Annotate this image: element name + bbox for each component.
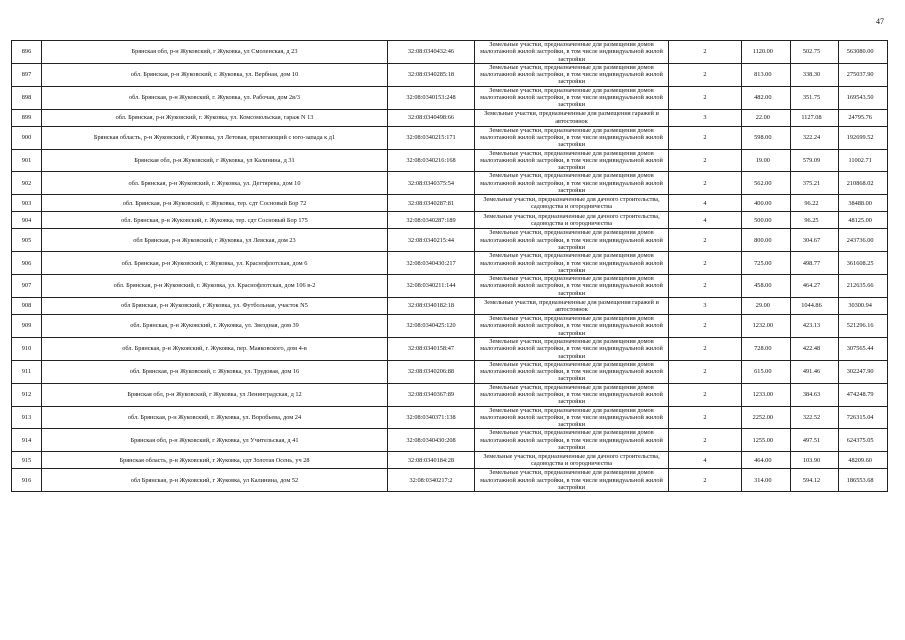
page-number: 47 bbox=[876, 17, 884, 26]
land-use-cell: Земельные участки, предназначенные для размещения домов малоэтажной жилой застройки, в том числе индивидуальной жилой застройки bbox=[475, 172, 669, 195]
area-cell: 19.00 bbox=[742, 149, 791, 172]
unit-price-cell: 96.25 bbox=[790, 212, 839, 229]
row-number: 900 bbox=[12, 126, 42, 149]
land-use-cell: Земельные участки, предназначенные для размещения домов малоэтажной жилой застройки, в том числе индивидуальной жилой застройки bbox=[475, 229, 669, 252]
address-cell: обл. Брянская, р-н Жуковский, г. Жуковка, ул. Звездная, дом 39 bbox=[42, 315, 388, 338]
row-number: 902 bbox=[12, 172, 42, 195]
cadastral-value-cell: 169543.50 bbox=[839, 86, 888, 109]
cadastral-number-cell: 32:08:0340432:46 bbox=[388, 41, 475, 64]
group-cell: 4 bbox=[669, 195, 742, 212]
cadastral-value-cell: 361608.25 bbox=[839, 252, 888, 275]
table-row bbox=[12, 41, 888, 64]
table-row bbox=[12, 315, 888, 338]
cadastral-value-cell: 302247.90 bbox=[839, 360, 888, 383]
address-cell: Брянская область, р-н Жуковский, г Жуковка, ул Летовая, прилегающий с юго-запада к д1 bbox=[42, 126, 388, 149]
unit-price-cell: 422.48 bbox=[790, 337, 839, 360]
address-cell: Брянская обл, р-н Жуковский, г Жуковка, ул Калинина, д 31 bbox=[42, 149, 388, 172]
address-cell: обл. Брянская, р-н Жуковский, г. Жуковка, ул. Трудовая, дом 16 bbox=[42, 360, 388, 383]
unit-price-cell: 322.24 bbox=[790, 126, 839, 149]
area-cell: 482.00 bbox=[742, 86, 791, 109]
row-number: 908 bbox=[12, 298, 42, 315]
group-cell: 2 bbox=[669, 229, 742, 252]
row-number: 901 bbox=[12, 149, 42, 172]
unit-price-cell: 579.09 bbox=[790, 149, 839, 172]
address-cell: Брянская обл, р-н Жуковский, г Жуковка, ул Смоленская, д 23 bbox=[42, 41, 388, 64]
cadastral-value-cell: 474248.79 bbox=[839, 383, 888, 406]
cadastral-value-cell: 624375.05 bbox=[839, 429, 888, 452]
cadastral-value-cell: 24795.76 bbox=[839, 109, 888, 126]
row-number: 905 bbox=[12, 229, 42, 252]
cadastral-number-cell: 32:08:0340430:208 bbox=[388, 429, 475, 452]
address-cell: Брянская обл, р-н Жуковский, г Жуковка, ул Ленинградская, д 12 bbox=[42, 383, 388, 406]
address-cell: Брянская обл, р-н Жуковский, г Жуковка, ул Учительская, д 41 bbox=[42, 429, 388, 452]
group-cell: 2 bbox=[669, 383, 742, 406]
cadastral-number-cell: 32:08:0340158:47 bbox=[388, 337, 475, 360]
cadastral-number-cell: 32:08:0340287:81 bbox=[388, 195, 475, 212]
address-cell: обл. Брянская, р-н Жуковский, г. Жуковка, ул. Комсомольская, гараж N 13 bbox=[42, 109, 388, 126]
address-cell: Брянская область, р-н Жуковский, г Жуковка, сдт Золотая Осень, уч 28 bbox=[42, 452, 388, 469]
cadastral-value-cell: 521296.16 bbox=[839, 315, 888, 338]
land-use-cell: Земельные участки, предназначенные для размещения гаражей и автостоянок bbox=[475, 298, 669, 315]
address-cell: обл Брянская, р-н Жуковский, г Жуковка, ул Калинина, дом 52 bbox=[42, 469, 388, 492]
row-number: 899 bbox=[12, 109, 42, 126]
unit-price-cell: 322.52 bbox=[790, 406, 839, 429]
land-use-cell: Земельные участки, предназначенные для размещения гаражей и автостоянок bbox=[475, 109, 669, 126]
land-use-cell: Земельные участки, предназначенные для размещения домов малоэтажной жилой застройки, в том числе индивидуальной жилой застройки bbox=[475, 429, 669, 452]
area-cell: 615.00 bbox=[742, 360, 791, 383]
row-number: 913 bbox=[12, 406, 42, 429]
area-cell: 562.00 bbox=[742, 172, 791, 195]
area-cell: 1120.00 bbox=[742, 41, 791, 64]
unit-price-cell: 384.63 bbox=[790, 383, 839, 406]
address-cell: обл. Брянская, р-н Жуковский, г. Жуковка, тер. сдт Сосновый Бор 175 bbox=[42, 212, 388, 229]
table-row bbox=[12, 452, 888, 469]
land-use-cell: Земельные участки, предназначенные для дачного строительства, садоводства и огородничества bbox=[475, 452, 669, 469]
table-row bbox=[12, 429, 888, 452]
unit-price-cell: 502.75 bbox=[790, 41, 839, 64]
area-cell: 1232.00 bbox=[742, 315, 791, 338]
land-use-cell: Земельные участки, предназначенные для дачного строительства, садоводства и огородничества bbox=[475, 212, 669, 229]
row-number: 916 bbox=[12, 469, 42, 492]
unit-price-cell: 351.75 bbox=[790, 86, 839, 109]
row-number: 896 bbox=[12, 41, 42, 64]
area-cell: 2252.00 bbox=[742, 406, 791, 429]
address-cell: обл. Брянская, р-н Жуковский, г. Жуковка, ул. Вербная, дом 10 bbox=[42, 63, 388, 86]
cadastral-value-cell: 192699.52 bbox=[839, 126, 888, 149]
cadastral-value-cell: 48125.00 bbox=[839, 212, 888, 229]
group-cell: 4 bbox=[669, 212, 742, 229]
group-cell: 2 bbox=[669, 86, 742, 109]
land-use-cell: Земельные участки, предназначенные для размещения домов малоэтажной жилой застройки, в том числе индивидуальной жилой застройки bbox=[475, 252, 669, 275]
land-use-cell: Земельные участки, предназначенные для размещения домов малоэтажной жилой застройки, в том числе индивидуальной жилой застройки bbox=[475, 360, 669, 383]
area-cell: 800.00 bbox=[742, 229, 791, 252]
cadastral-number-cell: 32:08:0340211:144 bbox=[388, 275, 475, 298]
cadastral-number-cell: 32:08:0340184:28 bbox=[388, 452, 475, 469]
area-cell: 29.00 bbox=[742, 298, 791, 315]
group-cell: 2 bbox=[669, 172, 742, 195]
unit-price-cell: 375.21 bbox=[790, 172, 839, 195]
group-cell: 4 bbox=[669, 452, 742, 469]
cadastral-number-cell: 32:08:0340217:2 bbox=[388, 469, 475, 492]
area-cell: 598.00 bbox=[742, 126, 791, 149]
table-row bbox=[12, 126, 888, 149]
row-number: 906 bbox=[12, 252, 42, 275]
address-cell: обл. Брянская, р-н Жуковский, г. Жуковка, ул. Дегтярева, дом 10 bbox=[42, 172, 388, 195]
unit-price-cell: 304.67 bbox=[790, 229, 839, 252]
cadastral-number-cell: 32:08:0340367:89 bbox=[388, 383, 475, 406]
cadastral-value-cell: 307565.44 bbox=[839, 337, 888, 360]
cadastral-number-cell: 32:08:0340215:171 bbox=[388, 126, 475, 149]
group-cell: 2 bbox=[669, 275, 742, 298]
group-cell: 2 bbox=[669, 315, 742, 338]
group-cell: 2 bbox=[669, 337, 742, 360]
cadastral-number-cell: 32:08:0340153:248 bbox=[388, 86, 475, 109]
cadastral-value-cell: 243736.00 bbox=[839, 229, 888, 252]
unit-price-cell: 103.90 bbox=[790, 452, 839, 469]
group-cell: 3 bbox=[669, 109, 742, 126]
row-number: 909 bbox=[12, 315, 42, 338]
unit-price-cell: 491.46 bbox=[790, 360, 839, 383]
unit-price-cell: 423.13 bbox=[790, 315, 839, 338]
row-number: 897 bbox=[12, 63, 42, 86]
group-cell: 2 bbox=[669, 252, 742, 275]
row-number: 912 bbox=[12, 383, 42, 406]
row-number: 907 bbox=[12, 275, 42, 298]
area-cell: 813.00 bbox=[742, 63, 791, 86]
group-cell: 2 bbox=[669, 63, 742, 86]
group-cell: 2 bbox=[669, 41, 742, 64]
group-cell: 2 bbox=[669, 149, 742, 172]
cadastral-value-cell: 212635.66 bbox=[839, 275, 888, 298]
unit-price-cell: 498.77 bbox=[790, 252, 839, 275]
area-cell: 22.00 bbox=[742, 109, 791, 126]
area-cell: 725.00 bbox=[742, 252, 791, 275]
cadastral-number-cell: 32:08:0340216:168 bbox=[388, 149, 475, 172]
table-row bbox=[12, 337, 888, 360]
unit-price-cell: 464.27 bbox=[790, 275, 839, 298]
cadastral-number-cell: 32:08:0340430:217 bbox=[388, 252, 475, 275]
cadastral-value-cell: 726315.04 bbox=[839, 406, 888, 429]
table-row bbox=[12, 63, 888, 86]
unit-price-cell: 594.12 bbox=[790, 469, 839, 492]
area-cell: 458.00 bbox=[742, 275, 791, 298]
land-registry-table bbox=[11, 40, 888, 492]
cadastral-number-cell: 32:08:0340375:54 bbox=[388, 172, 475, 195]
cadastral-value-cell: 275037.90 bbox=[839, 63, 888, 86]
table-row bbox=[12, 360, 888, 383]
area-cell: 728.00 bbox=[742, 337, 791, 360]
group-cell: 2 bbox=[669, 429, 742, 452]
table-row bbox=[12, 406, 888, 429]
land-use-cell: Земельные участки, предназначенные для размещения домов малоэтажной жилой застройки, в том числе индивидуальной жилой застройки bbox=[475, 86, 669, 109]
cadastral-value-cell: 186553.68 bbox=[839, 469, 888, 492]
unit-price-cell: 497.51 bbox=[790, 429, 839, 452]
land-use-cell: Земельные участки, предназначенные для размещения домов малоэтажной жилой застройки, в том числе индивидуальной жилой застройки bbox=[475, 337, 669, 360]
table-row bbox=[12, 195, 888, 212]
row-number: 903 bbox=[12, 195, 42, 212]
land-use-cell: Земельные участки, предназначенные для размещения домов малоэтажной жилой застройки, в том числе индивидуальной жилой застройки bbox=[475, 126, 669, 149]
row-number: 914 bbox=[12, 429, 42, 452]
group-cell: 2 bbox=[669, 406, 742, 429]
land-use-cell: Земельные участки, предназначенные для дачного строительства, садоводства и огородничества bbox=[475, 195, 669, 212]
group-cell: 2 bbox=[669, 469, 742, 492]
area-cell: 464.00 bbox=[742, 452, 791, 469]
address-cell: обл Брянская, р-н Жуковский, г Жуковка, ул. Футбольная, участок N5 bbox=[42, 298, 388, 315]
cadastral-number-cell: 32:08:0340498:66 bbox=[388, 109, 475, 126]
cadastral-number-cell: 32:08:0340371:138 bbox=[388, 406, 475, 429]
table-row bbox=[12, 252, 888, 275]
cadastral-number-cell: 32:08:0340425:120 bbox=[388, 315, 475, 338]
row-number: 910 bbox=[12, 337, 42, 360]
unit-price-cell: 1127.08 bbox=[790, 109, 839, 126]
land-use-cell: Земельные участки, предназначенные для размещения домов малоэтажной жилой застройки, в том числе индивидуальной жилой застройки bbox=[475, 63, 669, 86]
cadastral-value-cell: 563080.00 bbox=[839, 41, 888, 64]
address-cell: обл. Брянская, р-н Жуковский, г. Жуковка, ул. Краснофлотская, дом 106 в-2 bbox=[42, 275, 388, 298]
cadastral-value-cell: 11002.71 bbox=[839, 149, 888, 172]
cadastral-number-cell: 32:08:0340285:18 bbox=[388, 63, 475, 86]
land-use-cell: Земельные участки, предназначенные для размещения домов малоэтажной жилой застройки, в том числе индивидуальной жилой застройки bbox=[475, 275, 669, 298]
row-number: 911 bbox=[12, 360, 42, 383]
land-use-cell: Земельные участки, предназначенные для размещения домов малоэтажной жилой застройки, в том числе индивидуальной жилой застройки bbox=[475, 469, 669, 492]
unit-price-cell: 1044.86 bbox=[790, 298, 839, 315]
address-cell: обл Брянская, р-н Жуковский, г Жуковка, ул Левская, дом 23 bbox=[42, 229, 388, 252]
table-row bbox=[12, 172, 888, 195]
row-number: 915 bbox=[12, 452, 42, 469]
group-cell: 2 bbox=[669, 360, 742, 383]
cadastral-value-cell: 48209.60 bbox=[839, 452, 888, 469]
table-row bbox=[12, 383, 888, 406]
table-row bbox=[12, 298, 888, 315]
table-row bbox=[12, 229, 888, 252]
area-cell: 1233.00 bbox=[742, 383, 791, 406]
address-cell: обл. Брянская, р-н Жуковский, г. Жуковка, ул. Краснофлотская, дом 6 bbox=[42, 252, 388, 275]
group-cell: 3 bbox=[669, 298, 742, 315]
land-use-cell: Земельные участки, предназначенные для размещения домов малоэтажной жилой застройки, в том числе индивидуальной жилой застройки bbox=[475, 315, 669, 338]
row-number: 904 bbox=[12, 212, 42, 229]
cadastral-number-cell: 32:08:0340215:44 bbox=[388, 229, 475, 252]
table-row bbox=[12, 109, 888, 126]
table-row bbox=[12, 469, 888, 492]
cadastral-number-cell: 32:08:0340182:18 bbox=[388, 298, 475, 315]
land-use-cell: Земельные участки, предназначенные для размещения домов малоэтажной жилой застройки, в том числе индивидуальной жилой застройки bbox=[475, 406, 669, 429]
table-row bbox=[12, 212, 888, 229]
area-cell: 500.00 bbox=[742, 212, 791, 229]
area-cell: 1255.00 bbox=[742, 429, 791, 452]
land-use-cell: Земельные участки, предназначенные для размещения домов малоэтажной жилой застройки, в том числе индивидуальной жилой застройки bbox=[475, 41, 669, 64]
group-cell: 2 bbox=[669, 126, 742, 149]
cadastral-value-cell: 30300.94 bbox=[839, 298, 888, 315]
table-row bbox=[12, 149, 888, 172]
table-row bbox=[12, 275, 888, 298]
unit-price-cell: 96.22 bbox=[790, 195, 839, 212]
table-body bbox=[12, 41, 888, 492]
cadastral-number-cell: 32:08:0340206:88 bbox=[388, 360, 475, 383]
row-number: 898 bbox=[12, 86, 42, 109]
cadastral-value-cell: 38488.00 bbox=[839, 195, 888, 212]
table-row bbox=[12, 86, 888, 109]
area-cell: 400.00 bbox=[742, 195, 791, 212]
land-use-cell: Земельные участки, предназначенные для размещения домов малоэтажной жилой застройки, в том числе индивидуальной жилой застройки bbox=[475, 383, 669, 406]
area-cell: 314.00 bbox=[742, 469, 791, 492]
address-cell: обл. Брянская, р-н Жуковский, г. Жуковка, ул. Воробьева, дом 24 bbox=[42, 406, 388, 429]
cadastral-number-cell: 32:08:0340287:189 bbox=[388, 212, 475, 229]
land-use-cell: Земельные участки, предназначенные для размещения домов малоэтажной жилой застройки, в том числе индивидуальной жилой застройки bbox=[475, 149, 669, 172]
cadastral-value-cell: 210868.02 bbox=[839, 172, 888, 195]
address-cell: обл. Брянская, р-н Жуковский, г. Жуковка, тер. сдт Сосновый Бор 72 bbox=[42, 195, 388, 212]
unit-price-cell: 338.30 bbox=[790, 63, 839, 86]
address-cell: обл. Брянская, р-н Жуковский, г. Жуковка, ул. Рабочая, дом 2в/3 bbox=[42, 86, 388, 109]
address-cell: обл. Брянская, р-н Жуковский, г. Жуковка, пер. Маяковского, дом 4-в bbox=[42, 337, 388, 360]
